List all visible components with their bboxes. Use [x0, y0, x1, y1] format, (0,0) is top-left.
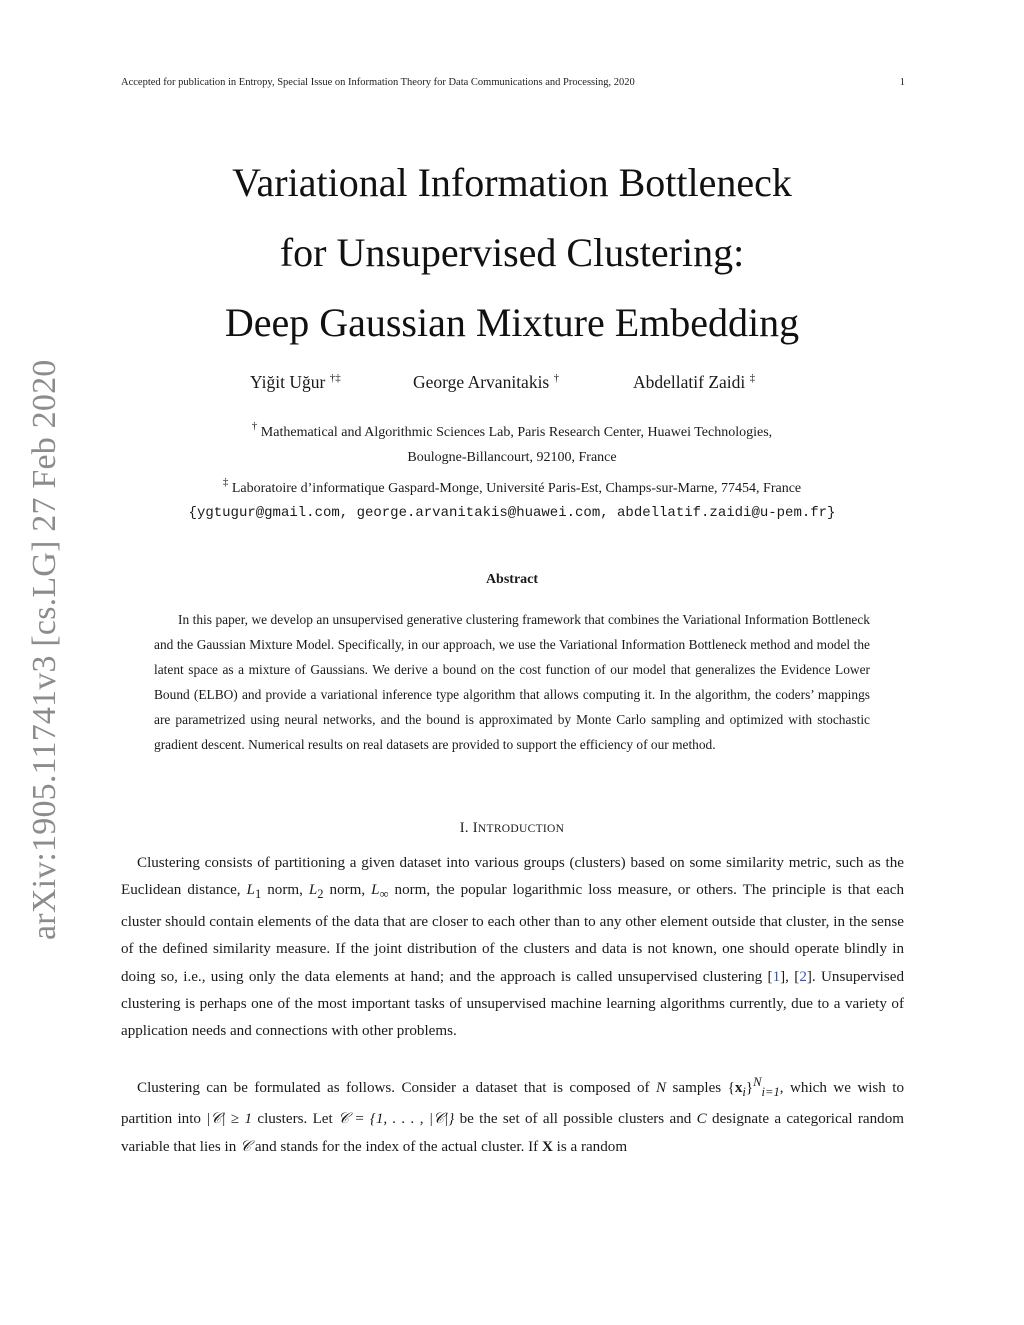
author-list — [0, 372, 1024, 398]
section-heading — [0, 820, 1024, 837]
paragraph: Clustering consists of partitioning a given dataset into various groups (clusters) based on some similarity metric, such as the Euclidean distance, $L_1$ norm, $L_2$ norm, $L_\infty$ norm, the popular logarithmic loss measure, or others. The principle is that each cluster should contain elements of the data that are closer to each other than to any other element outside that cluster, in the sense of the defined similarity measure. If the joint distribution of the clusters and data is not known, one should operate blindly in doing so, i.e., using only the data elements at hand; and the approach is called unsupervised clustering [1], [2]. Unsupervised clustering is perhaps one of the most important tasks of unsupervised machine learning algorithms currently, due to a variety of application needs and connections with other problems. — [121, 855, 905, 1040]
author-name: George Arvanitakis — [413, 372, 550, 392]
title-line: for Unsupervised Clustering: — [279, 230, 745, 275]
author-marks: † — [553, 372, 560, 384]
author-emails[interactable]: {ygtugur@gmail.com, george.arvanitakis@huawei.com, abdellatif.zaidi@u-pem.fr} — [188, 505, 836, 521]
paragraph: Clustering can be formulated as follows. Consider a dataset that is composed of N samples $\{x_i\}^N_{i=1}$, which we wish to partition into |𝒞| ≥ 1 clusters. Let 𝒞 = {1, . . . , |𝒞|} be the set of all possible clusters and C designate a categorical random variable that lies in 𝒞 and stands for the index of the actual cluster. If X is a random — [121, 1075, 905, 1155]
author — [250, 372, 341, 393]
math-l: L — [308, 882, 318, 899]
affiliation-text: Mathematical and Algorithmic Sciences Lab, Paris Research Center, Huawei Technologies, — [260, 425, 773, 440]
author-marks: †‡ — [329, 372, 341, 384]
abstract-text: In this paper, we develop an unsupervised generative clustering framework that combines the Variational Information Bottleneck and the Gaussian Mixture Model. Specifically, in our approach, we use the Variational Information Bottleneck method and model the latent space as a mixture of Gaussians. We derive a bound on the cost function of our model that generalizes the Evidence Lower Bound (ELBO) and provide a variational inference type algorithm that allows computing it. In the algorithm, the coders’ mappings are parametrized using neural networks, and the bound is approximated by Monte Carlo sampling and optimized with stochastic gradient descent. Numerical results on real datasets are provided to support the efficiency of our method. — [154, 612, 870, 752]
affiliations — [0, 414, 1024, 501]
title-line: Deep Gaussian Mixture Embedding — [224, 300, 800, 345]
math-l: L — [371, 882, 380, 899]
abstract-heading: Abstract — [485, 572, 539, 587]
affiliation-line — [0, 414, 1024, 445]
author-marks: ‡ — [749, 372, 756, 384]
math-cluster-set: 𝒞 = {1, . . . , |𝒞|} — [338, 1111, 455, 1128]
affiliation-text: Laboratoire d’informatique Gaspard-Monge, Université Paris-Est, Champs-sur-Marne, 77454, France — [231, 481, 802, 496]
section-number: I. — [459, 820, 469, 836]
affiliation-mark: ‡ — [222, 476, 229, 488]
author — [633, 372, 755, 393]
paper-title — [0, 148, 1024, 358]
affiliation-line — [0, 470, 1024, 501]
running-head-text: Accepted for publication in Entropy, Special Issue on Information Theory for Data Communications and Processing, 2020 — [121, 77, 635, 88]
math-n: N — [656, 1080, 667, 1097]
math-cardinality: |𝒞| ≥ 1 — [206, 1111, 253, 1128]
math-x: X — [541, 1138, 553, 1155]
title-line: Variational Information Bottleneck — [232, 160, 792, 205]
affiliation-line — [0, 445, 1024, 470]
section-title-rest: NTRODUCTION — [477, 823, 565, 835]
math-l: L — [246, 882, 255, 899]
author — [413, 372, 559, 393]
author-name: Yiğit Uğur — [250, 372, 326, 392]
affiliation-text: Boulogne-Billancourt, 92100, France — [407, 450, 617, 465]
author-name: Abdellatif Zaidi — [633, 372, 746, 392]
arxiv-side-identifier[interactable]: arXiv:1905.11741v3 [cs.LG] 27 Feb 2020 — [26, 359, 63, 940]
section-title-initial: I — [472, 820, 478, 836]
running-head — [121, 77, 905, 88]
math-sample-set: $\{x_i\}^N_{i=1}$ — [727, 1075, 780, 1100]
math-cal-c: 𝒞 — [240, 1138, 252, 1155]
citation-link[interactable]: 2 — [799, 968, 807, 985]
page-number: 1 — [899, 77, 905, 88]
affiliation-mark: † — [251, 420, 258, 432]
math-c: C — [696, 1111, 707, 1128]
citation-link[interactable]: 1 — [772, 968, 781, 985]
